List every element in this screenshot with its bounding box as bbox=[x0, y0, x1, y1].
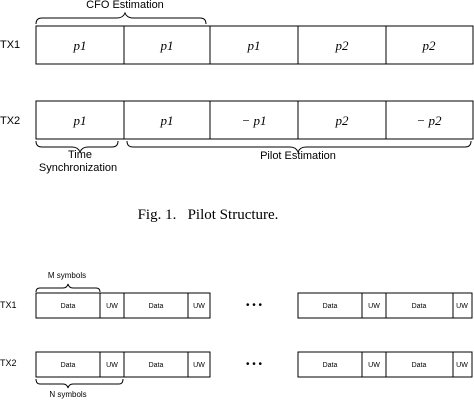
tx1-pilot-text-2: p1 bbox=[160, 38, 174, 53]
n-symbols-label: N symbols bbox=[49, 390, 87, 399]
tx1-label-bottom: TX1 bbox=[0, 300, 17, 310]
tx2-pilot-text-1: p1 bbox=[73, 113, 87, 128]
m-symbols-brace bbox=[36, 284, 100, 292]
tx2-uw-text-3: UW bbox=[368, 362, 380, 369]
tx1-pilot-row bbox=[36, 26, 473, 64]
tx2-uw-text-4: UW bbox=[456, 362, 468, 369]
m-symbols-label: M symbols bbox=[47, 271, 87, 280]
tx1-uw-text-3: UW bbox=[368, 303, 380, 310]
tx2-data-text-2: Data bbox=[148, 362, 164, 369]
tx1-pilot-text-5: p2 bbox=[422, 38, 436, 53]
time-sync-label-line1: Time bbox=[67, 149, 93, 161]
tx1-ellipsis: • • • bbox=[245, 300, 263, 311]
tx1-uw-text-1: UW bbox=[106, 303, 118, 310]
tx2-data-text-4: Data bbox=[411, 362, 427, 369]
tx1-pilot-text-1: p1 bbox=[73, 38, 87, 53]
tx2-uw-text-2: UW bbox=[193, 362, 205, 369]
tx1-data-text-4: Data bbox=[411, 303, 427, 310]
tx1-data-text-1: Data bbox=[60, 303, 76, 310]
tx1-pilot-text-3: p1 bbox=[247, 38, 261, 53]
figure-caption: Fig. 1. Pilot Structure. bbox=[137, 207, 279, 223]
tx1-uw-text-2: UW bbox=[193, 303, 205, 310]
n-symbols-brace bbox=[36, 379, 123, 388]
pilot-estimation-label: Pilot Estimation bbox=[260, 150, 336, 162]
tx2-uw-text-1: UW bbox=[106, 362, 118, 369]
tx2-pilot-text-2: p1 bbox=[160, 113, 174, 128]
tx2-label-top: TX2 bbox=[0, 115, 21, 127]
cfo-estimation-label: CFO Estimation bbox=[86, 0, 164, 11]
tx2-pilot-row bbox=[36, 101, 473, 139]
tx2-ellipsis: • • • bbox=[245, 359, 263, 370]
cfo-estimation-brace bbox=[36, 13, 206, 24]
tx2-data-text-3: Data bbox=[322, 362, 338, 369]
tx2-pilot-text-5: − p2 bbox=[416, 113, 442, 128]
tx1-pilot-text-4: p2 bbox=[335, 38, 349, 53]
tx2-pilot-text-3: − p1 bbox=[241, 113, 267, 128]
tx2-label-bottom: TX2 bbox=[0, 358, 17, 368]
tx2-pilot-text-4: p2 bbox=[335, 113, 349, 128]
time-sync-label-line2: Synchronization bbox=[38, 162, 118, 174]
tx1-uw-text-4: UW bbox=[456, 303, 468, 310]
tx1-data-text-2: Data bbox=[148, 303, 164, 310]
tx1-label-top: TX1 bbox=[0, 39, 21, 51]
tx1-data-text-3: Data bbox=[322, 303, 338, 310]
tx2-data-text-1: Data bbox=[60, 362, 76, 369]
